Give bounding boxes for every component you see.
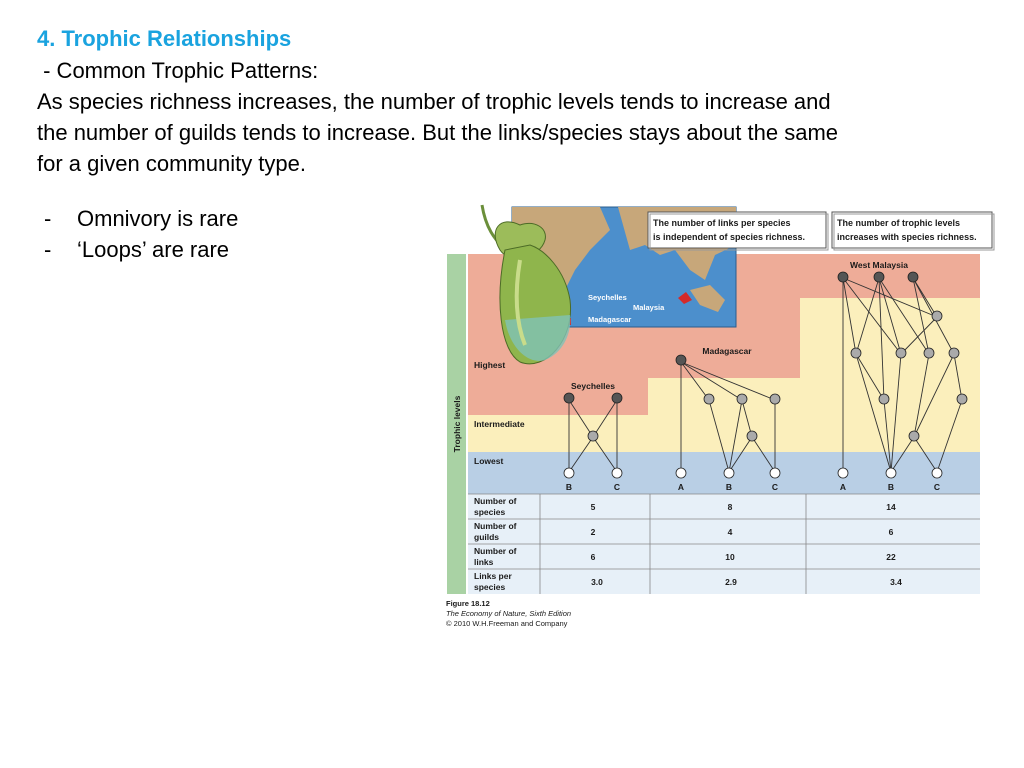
species-node-basal [770,468,780,478]
slide-subtitle: - Common Trophic Patterns: [37,58,319,83]
species-node-basal [676,468,686,478]
cell-species: 5 [590,502,596,512]
level-highest-label: Highest [474,360,506,370]
bullet-text: ‘Loops’ are rare [77,237,230,262]
map-label-madagascar: Madagascar [588,315,632,324]
row-label: species [474,582,506,592]
basal-label: B [887,482,895,492]
species-node-intermediate [909,431,919,441]
species-node-top [874,272,884,282]
cell-links: 6 [590,552,596,562]
bullet-item: - Omnivory is rare [44,203,238,234]
figure-caption: © 2010 W.H.Freeman and Company [446,619,568,628]
row-label: Number of [474,546,517,556]
community-name: Seychelles [571,381,615,391]
figure-caption: Figure 18.12 [446,599,490,608]
species-node-top [612,393,622,403]
row-label: Links per [474,571,512,581]
body-line: the number of guilds tends to increase. But the links/species stays about the same [37,120,839,145]
axis-label: Trophic levels [452,395,462,453]
row-label: species [474,507,506,517]
callout-text: The number of links per species [653,218,791,228]
cell-links: 10 [725,552,735,562]
map-label-seychelles: Seychelles [588,293,627,302]
community-name: West Malaysia [850,260,908,270]
basal-label: B [725,482,733,492]
cell-links-per-species: 3.0 [591,577,603,587]
species-node-intermediate [896,348,906,358]
basal-label: A [677,482,685,492]
species-node-basal [564,468,574,478]
cell-links-per-species: 3.4 [890,577,902,587]
map-label-malaysia: Malaysia [633,303,665,312]
cell-links-per-species: 2.9 [725,577,737,587]
slide-title: 4. Trophic Relationships [37,26,292,51]
callout-text: is independent of species richness. [653,232,806,242]
species-node-intermediate [851,348,861,358]
cell-guilds: 6 [888,527,894,537]
cell-guilds: 4 [727,527,733,537]
species-node-top [908,272,918,282]
body-line: for a given community type. [37,151,307,176]
species-node-intermediate [949,348,959,358]
cell-guilds: 2 [590,527,596,537]
basal-label: C [613,482,621,492]
basal-label: B [565,482,573,492]
species-node-basal [932,468,942,478]
callout-text: The number of trophic levels [837,218,961,228]
species-node-top [564,393,574,403]
species-node-intermediate [924,348,934,358]
species-node-intermediate [770,394,780,404]
callout-trophic-levels [832,212,994,250]
row-label: links [474,557,494,567]
level-intermediate-label: Intermediate [474,419,525,429]
bullet-item: - ‘Loops’ are rare [44,234,238,265]
community-name: Madagascar [702,346,752,356]
basal-label: C [933,482,941,492]
species-node-intermediate [957,394,967,404]
species-node-basal [886,468,896,478]
species-node-intermediate [879,394,889,404]
callout-links-per-species [648,212,828,250]
bullet-text: Omnivory is rare [77,206,239,231]
row-label: guilds [474,532,500,542]
body-line: As species richness increases, the number of trophic levels tends to increase and [37,89,831,114]
row-label: Number of [474,496,517,506]
species-node-basal [612,468,622,478]
cell-species: 8 [727,502,733,512]
basal-label: A [839,482,847,492]
species-node-intermediate [737,394,747,404]
species-node-intermediate [932,311,942,321]
species-node-intermediate [588,431,598,441]
species-node-basal [724,468,734,478]
level-lowest-label: Lowest [474,456,504,466]
species-node-intermediate [747,431,757,441]
figure-caption: The Economy of Nature, Sixth Edition [446,609,572,618]
row-label: Number of [474,521,517,531]
species-node-top [676,355,686,365]
basal-label: C [771,482,779,492]
cell-links: 22 [886,552,896,562]
callout-text: increases with species richness. [837,232,977,242]
species-node-basal [838,468,848,478]
cell-species: 14 [886,502,896,512]
species-node-intermediate [704,394,714,404]
species-node-top [838,272,848,282]
